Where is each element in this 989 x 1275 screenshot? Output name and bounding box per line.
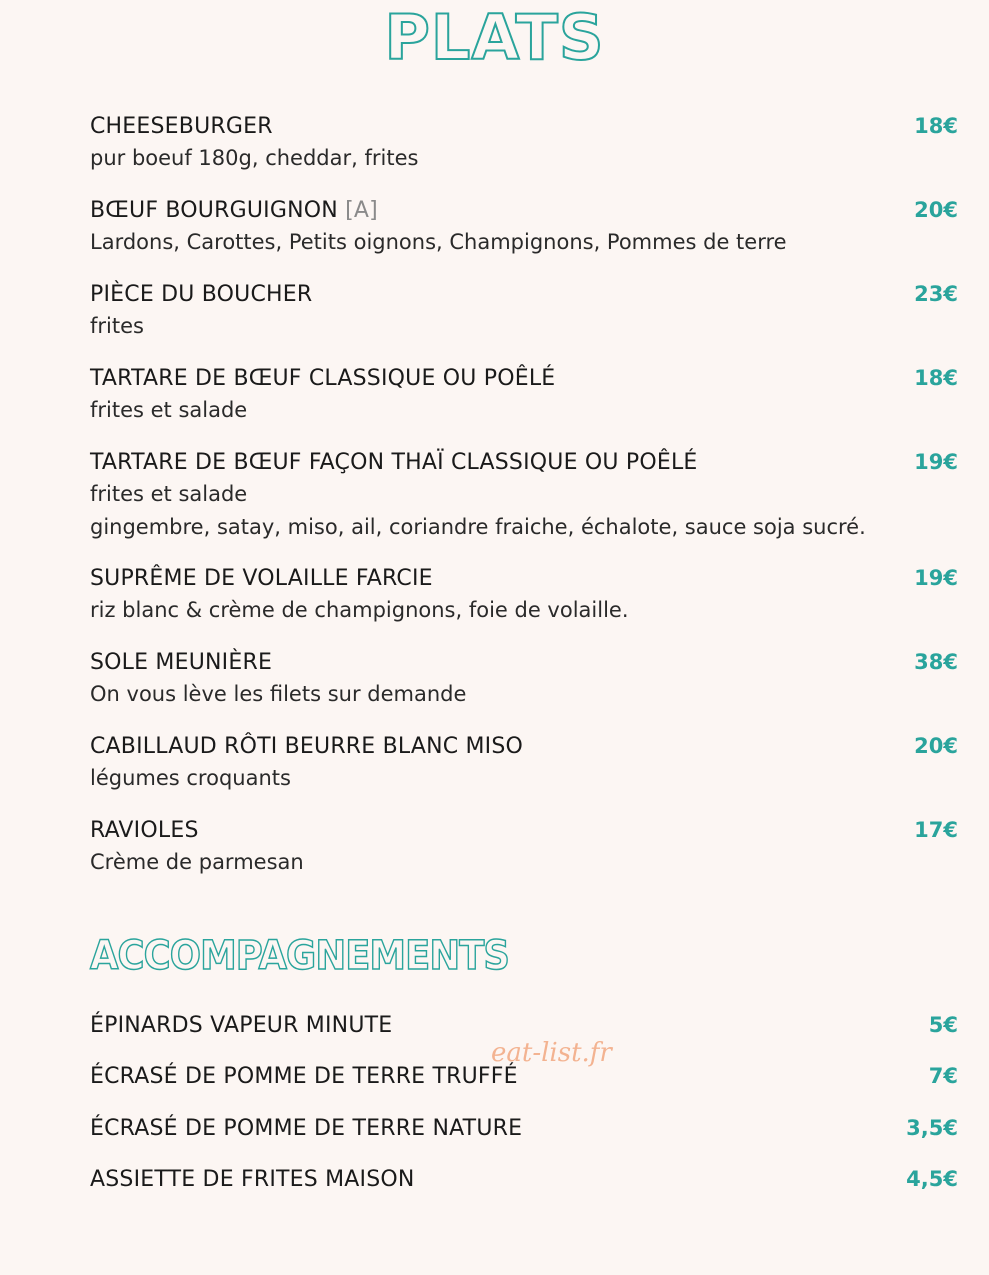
dish-item xyxy=(90,446,958,544)
dish-description: frites xyxy=(90,314,144,338)
dish-price: 20€ xyxy=(914,734,958,758)
side-price: 7€ xyxy=(928,1064,958,1088)
dish-name: CABILLAUD RÔTI BEURRE BLANC MISO xyxy=(90,734,524,759)
side-name: ASSIETTE DE FRITES MAISON xyxy=(90,1167,415,1192)
dish-description: pur boeuf 180g, cheddar, frites xyxy=(90,146,419,170)
dish-description: riz blanc & crème de champignons, foie de volaille. xyxy=(90,598,629,622)
dish-description: Crème de parmesan xyxy=(90,850,304,874)
side-name: ÉCRASÉ DE POMME DE TERRE NATURE xyxy=(90,1116,523,1141)
dish-item xyxy=(90,194,958,259)
dish-price: 20€ xyxy=(914,198,958,222)
dish-item xyxy=(90,562,958,627)
dish-price: 18€ xyxy=(914,114,958,138)
dish-item xyxy=(90,646,958,711)
plats-title: PLATS xyxy=(384,1,605,74)
side-item xyxy=(90,1009,958,1041)
dish-item xyxy=(90,730,958,795)
side-price: 4,5€ xyxy=(906,1167,958,1191)
dish-price: 17€ xyxy=(914,818,958,842)
dish-description: On vous lève les filets sur demande xyxy=(90,682,467,706)
dish-name: SUPRÊME DE VOLAILLE FARCIE xyxy=(90,566,433,591)
dish-item xyxy=(90,814,958,879)
dish-item xyxy=(90,278,958,343)
dish-name: RAVIOLES xyxy=(90,818,199,843)
dish-price: 38€ xyxy=(914,650,958,674)
dish-name: TARTARE DE BŒUF FAÇON THAÏ CLASSIQUE OU POÊLÉ xyxy=(90,450,698,475)
dish-price: 18€ xyxy=(914,366,958,390)
side-name: ÉPINARDS VAPEUR MINUTE xyxy=(90,1013,393,1038)
dish-name: CHEESEBURGER xyxy=(90,114,273,139)
watermark-text: eat-list.fr xyxy=(491,1038,612,1068)
dish-description: frites et salade xyxy=(90,398,248,422)
dish-price: 19€ xyxy=(914,566,958,590)
dish-name: PIÈCE DU BOUCHER xyxy=(90,282,313,307)
dish-name: SOLE MEUNIÈRE xyxy=(90,650,273,675)
dish-price: 19€ xyxy=(914,450,958,474)
side-price: 5€ xyxy=(928,1013,958,1037)
dish-description: légumes croquants xyxy=(90,766,291,790)
side-item xyxy=(90,1163,958,1195)
dish-item xyxy=(90,362,958,427)
dish-description: gingembre, satay, miso, ail, coriandre fraiche, échalote, sauce soja sucré. xyxy=(90,515,866,539)
dish-item xyxy=(90,110,958,175)
side-price: 3,5€ xyxy=(906,1116,958,1140)
dish-name: TARTARE DE BŒUF CLASSIQUE OU POÊLÉ xyxy=(90,366,556,391)
accompagnements-title: ACCOMPAGNEMENTS xyxy=(90,933,509,979)
side-item xyxy=(90,1112,958,1144)
dish-description: Lardons, Carottes, Petits oignons, Champignons, Pommes de terre xyxy=(90,230,787,254)
dish-description: frites et salade xyxy=(90,482,248,506)
dish-name: BŒUF BOURGUIGNON [A] xyxy=(90,198,378,223)
side-name: ÉCRASÉ DE POMME DE TERRE TRUFFÉ xyxy=(90,1064,518,1089)
dish-tag: [A] xyxy=(345,198,378,223)
dish-price: 23€ xyxy=(914,282,958,306)
